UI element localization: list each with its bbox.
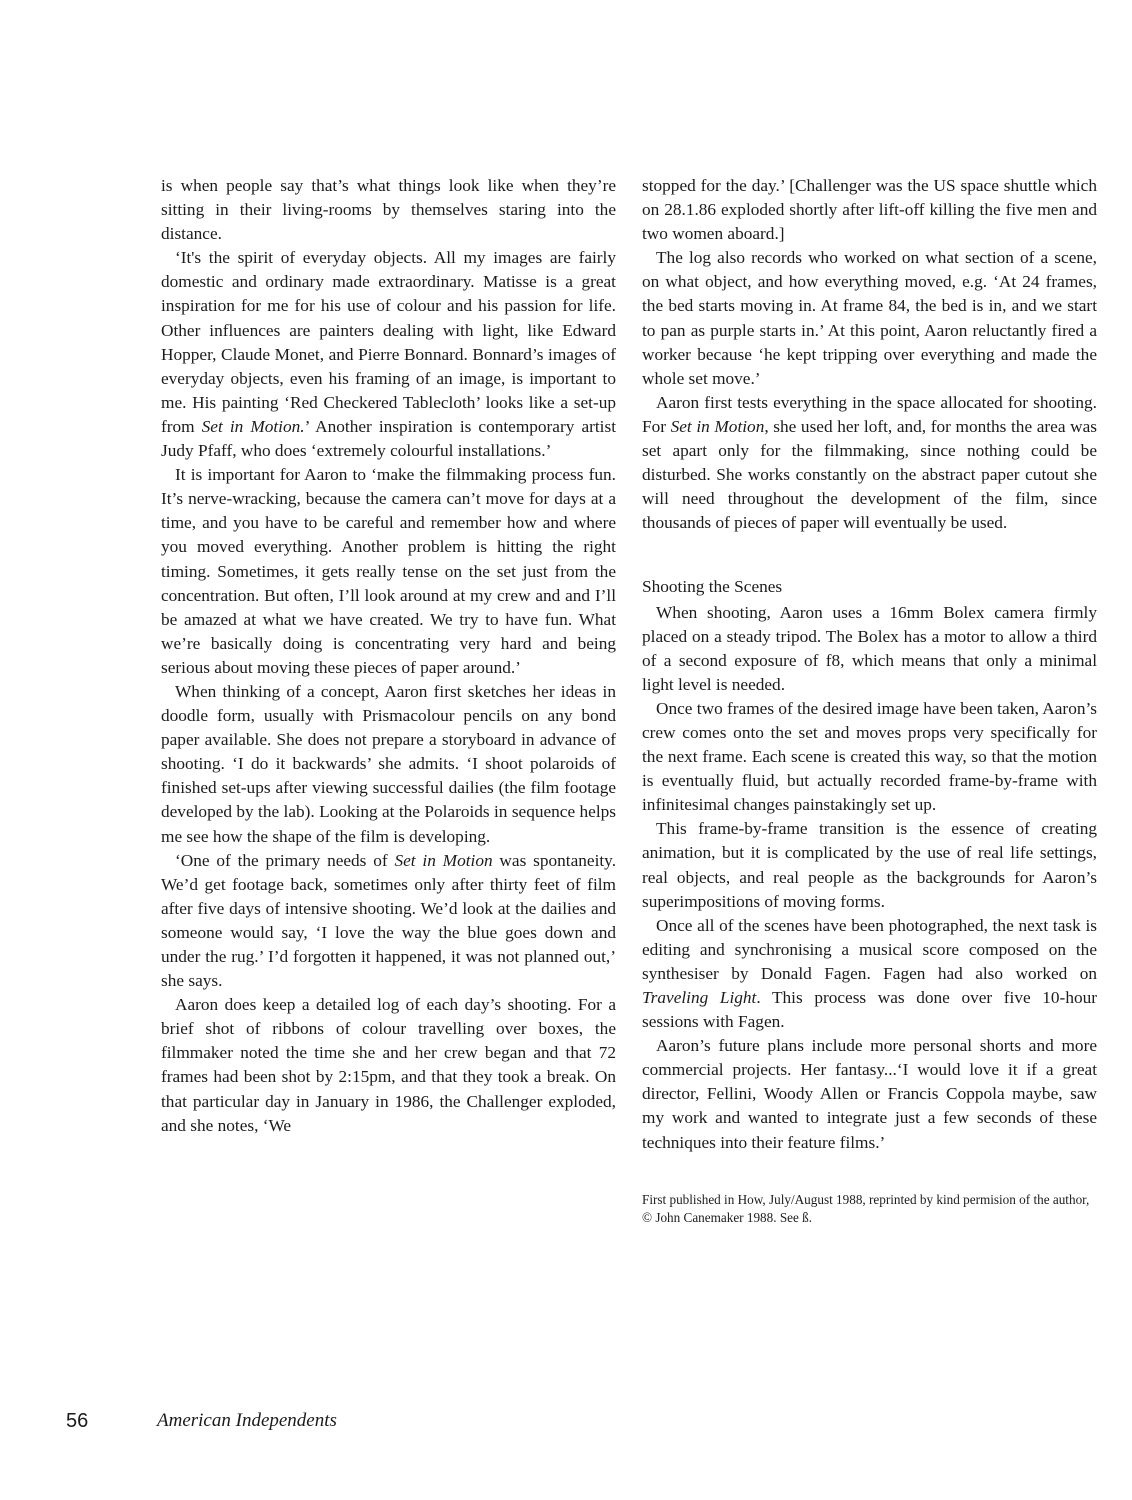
paragraph: is when people say that’s what things look like when they’re sitting in their living-rooms by themselves staring into the distance. [161, 176, 616, 244]
running-title: American Independents [157, 1410, 337, 1431]
paragraph: Once two frames of the desired image have been taken, Aaron’s crew comes onto the set and moves props very specifically for the next frame. Each scene is created this way, so that the motion is eventually fluid, but actually recorded frame-by-frame with infinitesimal changes painstakingly set up. [642, 698, 1097, 815]
paragraph: When shooting, Aaron uses a 16mm Bolex camera firmly placed on a steady tripod. The Bolex has a motor to allow a third of a second exposure of f8, which means that only a minimal light level is needed. [642, 602, 1097, 694]
right-column [642, 174, 1097, 1227]
text-run: ‘One of the primary needs of [175, 850, 395, 870]
paragraph: Aaron does keep a detailed log of each day’s shooting. For a brief shot of ribbons of colour travelling over boxes, the filmmaker noted the time she and her crew began and that 72 frames had been shot by 2:15pm, and that they took a break. On that particular day in January in 1986, the Challenger exploded, and she notes, ‘We [161, 995, 616, 1135]
footnote: First published in How, July/August 1988, reprinted by kind permision of the author, © John Canemaker 1988. See ß. [642, 1191, 1090, 1225]
text-run: Aaron first tests everything in the space allocated for shooting. For [642, 392, 1097, 436]
paragraph [161, 246, 616, 463]
paragraph: When thinking of a concept, Aaron first sketches her ideas in doodle form, usually with Prismacolour pencils on any bond paper available. She does not prepare a storyboard in advance of shooting. ‘I do it backwards’ she admits. ‘I shoot polaroids of finished set-ups after viewing successful dailies (the film footage developed by the lab). Looking at the Polaroids in sequence helps me see how the shape of the film is developing. [161, 681, 616, 846]
paragraph: It is important for Aaron to ‘make the filmmaking process fun. It’s nerve-wracking, because the camera can’t move for days at a time, and you have to be careful and remember how and where you moved everything. Another problem is hitting the right timing. Sometimes, it gets really tense on the set just from the concentration. But often, I’ll look around at my crew and and I’ll be amazed at what we have created. We try to have fun. What we’re basically doing is concentrating very hard and being serious about moving these pieces of paper around.’ [161, 465, 616, 677]
text-run: ‘It's the spirit of everyday objects. All my images are fairly domestic and ordinary made extraordinary. Matisse is a great inspiration for me for his use of colour and his passion for life. Other influences are painters dealing with light, like Edward Hopper, Claude Monet, and Pierre Bonnard. Bonnard’s images of everyday objects, even his framing of an image, is important to me. His painting ‘Red Checkered Tablecloth’ looks like a set-up from [161, 248, 616, 436]
paragraph [642, 391, 1097, 536]
left-column [161, 174, 616, 1138]
page-number: 56 [66, 1410, 89, 1432]
film-title: Set in Motion [394, 850, 493, 870]
film-title: Set in Motion. [201, 416, 305, 436]
section-subheading: Shooting the Scenes [642, 577, 783, 597]
text-run: , she used her loft, and, for months the area was set apart only for the filmmaking, since nothing could be disturbed. She works constantly on the abstract paper cutout she will need throughout the development of the film, since thousands of pieces of paper will eventually be used. [642, 416, 1097, 533]
film-title: Set in Motion [670, 416, 765, 436]
paragraph: Aaron’s future plans include more personal shorts and more commercial projects. Her fantasy...‘I would love it if a great director, Fellini, Woody Allen or Francis Coppola maybe, saw my work and wanted to integrate just a few seconds of these techniques into their feature films.’ [642, 1036, 1097, 1152]
paragraph: The log also records who worked on what section of a scene, on what object, and how everything moved, e.g. ‘At 24 frames, the bed starts moving in. At frame 84, the bed is in, and we start to pan as purple starts in.’ At this point, Aaron reluctantly fired a worker because ‘he kept tripping over everything and made the whole set move.’ [642, 248, 1097, 388]
paragraph [161, 849, 616, 994]
paragraph: stopped for the day.’ [Challenger was the US space shuttle which on 28.1.86 exploded shortly after lift-off killing the five men and two women aboard.] [642, 176, 1097, 244]
text-run: was spontaneity. We’d get footage back, sometimes only after thirty feet of film after five days of intensive shooting. We’d look at the dailies and someone would say, ‘I love the way the blue goes down and under the rug.’ I’d forgotten it happened, it was not planned out,’ she says. [161, 850, 617, 991]
text-run: ’ Another inspiration is contemporary artist Judy Pfaff, who does ‘extremely colourful installations.’ [161, 416, 616, 461]
text-run: Once all of the scenes have been photographed, the next task is editing and synchronising a musical score composed on the synthesiser by Donald Fagen. Fagen had also worked on [642, 915, 1097, 983]
paragraph: This frame-by-frame transition is the essence of creating animation, but it is complicated by the use of real life settings, real objects, and real people as the backgrounds for Aaron’s superimpositions of moving forms. [642, 819, 1097, 911]
text-run: . This process was done over five 10-hour sessions with Fagen. [642, 988, 1097, 1032]
film-title: Traveling Light [642, 988, 757, 1007]
paragraph [642, 914, 1097, 1034]
